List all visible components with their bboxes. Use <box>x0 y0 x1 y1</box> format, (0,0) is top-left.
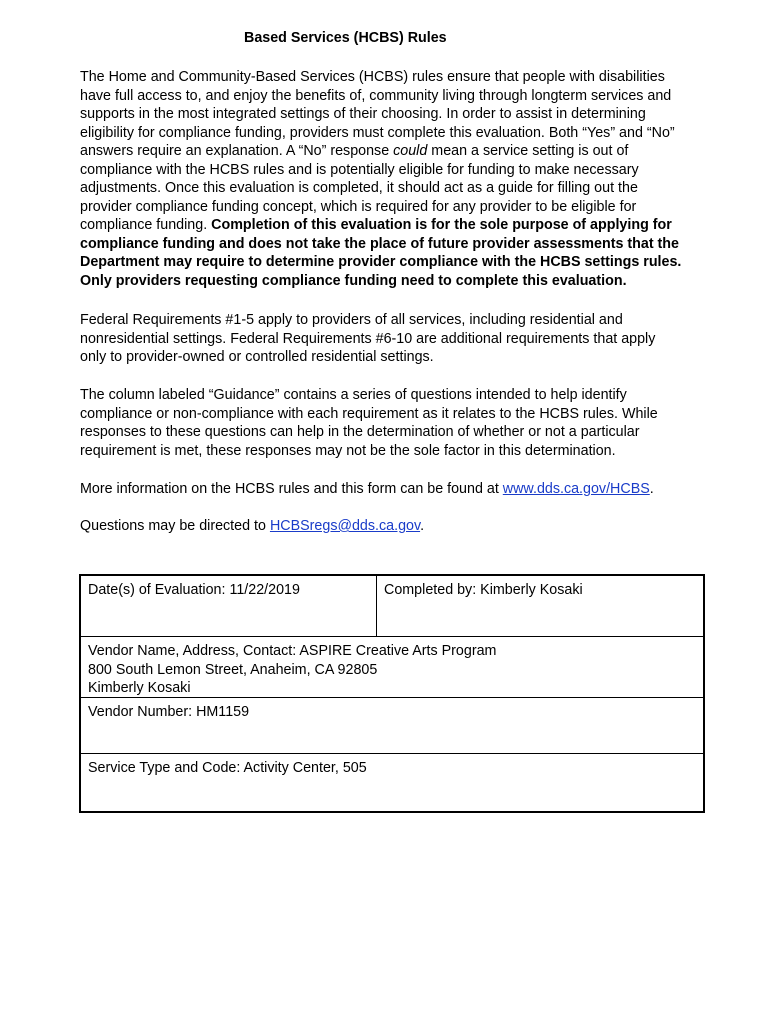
bold-text-line: Department may require to determine provider compliance with the HCBS settings rules. <box>80 254 682 270</box>
bold-text-line: compliance funding and does not take the place of future provider assessments that the <box>80 235 679 252</box>
text-line: The column labeled “Guidance” contains a series of questions intended to help identify <box>80 387 627 403</box>
vendor-number-cell <box>81 698 703 754</box>
completed-by-cell <box>377 576 703 637</box>
vendor-address-line: 800 South Lemon Street, Anaheim, CA 92805 <box>88 661 378 678</box>
text-segment: More information on the HCBS rules and this form can be found at <box>80 481 503 497</box>
more-info-paragraph <box>80 480 720 499</box>
service-type-cell <box>81 754 703 811</box>
completed-by: Completed by: Kimberly Kosaki <box>384 582 583 598</box>
text-segment: Questions may be directed to <box>80 518 270 534</box>
text-line: Federal Requirements #1-5 apply to providers of all services, including residential and <box>80 312 623 328</box>
federal-requirements-paragraph <box>80 311 720 367</box>
evaluation-date-cell <box>81 576 377 637</box>
text-line: responses to these questions can help in the determination of whether or not a particular <box>80 424 640 440</box>
evaluation-info-table <box>79 574 705 813</box>
text-segment: mean a service setting is out of <box>427 143 629 159</box>
service-type: Service Type and Code: Activity Center, 505 <box>88 760 367 776</box>
text-segment: . <box>649 481 654 497</box>
text-segment: . <box>420 518 425 534</box>
intro-paragraph <box>80 68 720 290</box>
text-line <box>80 517 720 536</box>
vendor-number: Vendor Number: HM1159 <box>88 704 250 720</box>
text-line: provider compliance funding concept, which is required for any provider to be eligible for <box>80 198 637 215</box>
vendor-info-cell <box>81 637 703 698</box>
questions-paragraph <box>80 517 720 536</box>
hcbs-website-link[interactable]: www.dds.ca.gov/HCBS <box>502 481 650 497</box>
text-line <box>80 142 720 161</box>
text-line: adjustments. Once this evaluation is completed, it should act as a guide for filling out the <box>80 180 638 196</box>
bold-text-line: Only providers requesting compliance funding need to complete this evaluation. <box>80 272 627 289</box>
page-title: Based Services (HCBS) Rules <box>244 30 447 46</box>
text-line: requirement is met, these responses may not be the sole factor in this determination. <box>80 442 616 459</box>
hcbs-email-link[interactable]: HCBSregs@dds.ca.gov <box>269 518 421 534</box>
text-line: The Home and Community-Based Services (HCBS) rules ensure that people with disabilities <box>80 69 665 85</box>
text-segment: compliance funding. <box>80 217 212 233</box>
guidance-paragraph <box>80 386 720 460</box>
text-line: compliance or non-compliance with each requirement as it relates to the HCBS rules. While <box>80 405 658 422</box>
bold-text: Completion of this evaluation is for the sole purpose of applying for <box>211 217 672 233</box>
text-line: have full access to, and enjoy the benefits of, community living through longterm services and <box>80 87 672 104</box>
text-line: eligibility for compliance funding, providers must complete this evaluation. Both “Yes” and “No” <box>80 124 675 141</box>
text-line <box>80 480 720 499</box>
text-line: compliance with the HCBS rules and is potentially eligible for funding to make necessary <box>80 161 639 178</box>
evaluation-date: Date(s) of Evaluation: 11/22/2019 <box>88 582 300 598</box>
text-line: only to provider-owned or controlled residential settings. <box>80 349 434 365</box>
vendor-contact-line: Kimberly Kosaki <box>88 680 191 696</box>
text-segment: answers require an explanation. A “No” response <box>80 143 394 159</box>
italic-text: could <box>393 143 428 159</box>
text-line: supports in the most integrated settings of their choosing. In order to assist in determining <box>80 106 646 122</box>
text-line: nonresidential settings. Federal Requirements #6-10 are additional requirements that apply <box>80 330 656 347</box>
vendor-name-line: Vendor Name, Address, Contact: ASPIRE Creative Arts Program <box>88 643 497 659</box>
text-line <box>80 216 720 235</box>
